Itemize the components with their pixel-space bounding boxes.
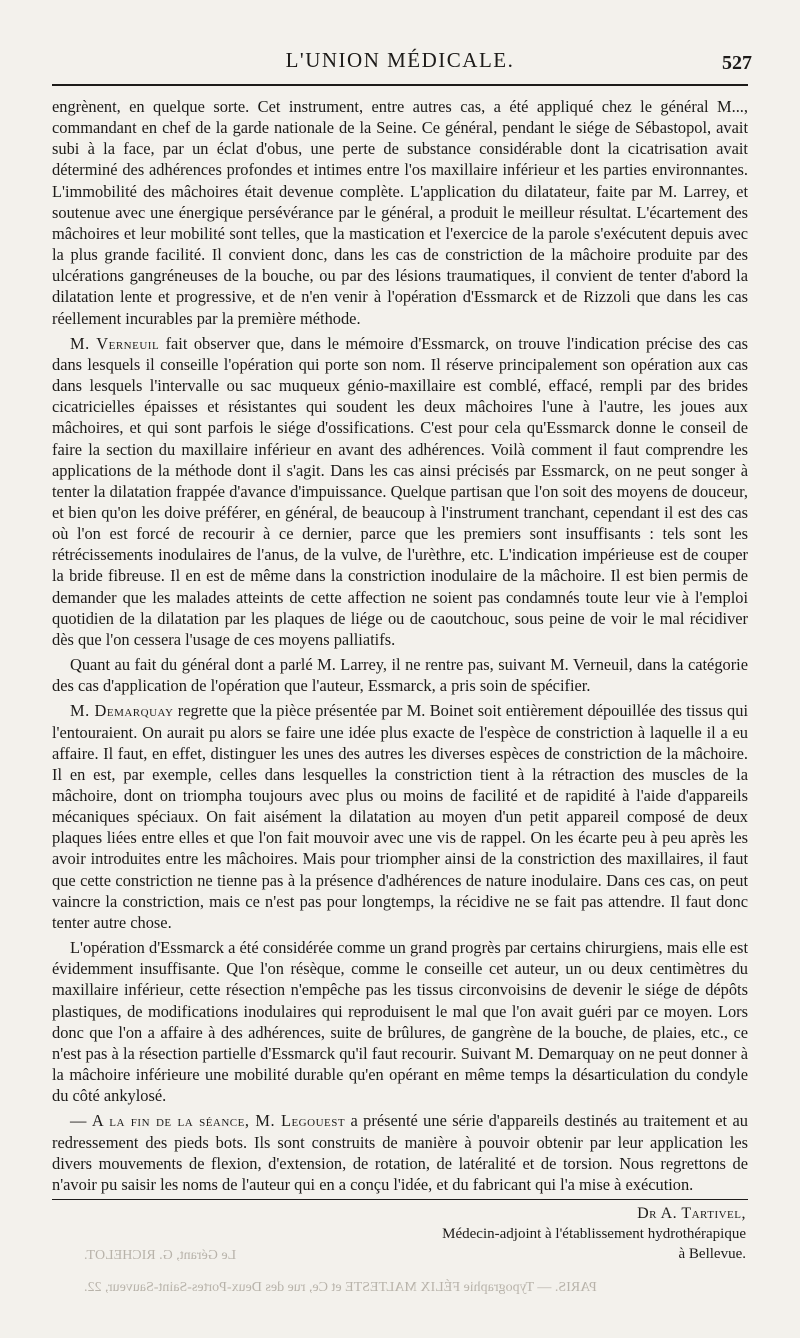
paragraph-text: L'opération d'Essmarck a été considérée comme un grand progrès par certains chirurgiens, mais elle est évidemment insuffisante. Que l'on résèque, comme le conseille cet auteur, un ou deux centimètres du maxillaire inférieur, cette résection n'empêche pas les tissus circonvoisins de devenir le siége de dépôts plastiques, de modifications inodulaires qui reproduisent le mal que l'on avait guéri par ce moyen. Lors donc que l'on a affaire à des adhérences, suite de brûlures, de gangrène de la bouche, de plaies, etc., ce n'est pas à la résection partielle d'Essmarck qu'il faut recourir. Suivant M. Demarquay on ne peut donner à la mâchoire inférieure une mobilité durable qu'en opérant en même temps la désarticulation du condyle du côté ankylosé. — [52, 938, 748, 1106]
bleedthrough-text: PARIS. — Typographie FÉLIX MALTESTE et Ce, rue des Deux-Portes-Saint-Sauveur, 22. — [84, 1280, 597, 1295]
paragraph-text: engrènent, en quelque sorte. Cet instrument, entre autres cas, a été appliqué chez le général M..., commandant en chef de la garde nationale de la Seine. Ce général, pendant le siége de Sébastopol, avait subi à la face, par un éclat d'obus, une perte de substance considérable dont la cicatrisation avait déterminé des adhérences profondes et intimes entre l'os maxillaire inférieur et les parties environnantes. L'immobilité des mâchoires était devenue complète. L'application du dilatateur, faite par M. Larrey, et soutenue avec une énergique persévérance par le général, a produit le meilleur résultat. L'écartement des mâchoires et leur mobilité sont telles, que la mastication et l'exercice de la parole s'exécutent depuis avec la plus grande facilité. Il convient donc, dans les cas de constriction de la mâchoire produite par des ulcérations gangréneuses de la bouche, ou par des lésions traumatiques, il convient de tenter d'abord la dilatation lente et progressive, et de n'en venir à l'opération d'Essmarck et de Rizzoli que dans les cas réellement incurables par la première méthode. — [52, 97, 748, 328]
page — [52, 40, 752, 1264]
paragraph — [52, 1110, 748, 1195]
page-header — [52, 40, 752, 84]
speaker-name: — A la fin de la séance, M. Legouest — [70, 1111, 346, 1131]
paragraph — [52, 700, 748, 933]
running-title: L'UNION MÉDICALE. — [285, 48, 515, 72]
speaker-name: M. Verneuil — [70, 333, 160, 353]
closing-rule — [52, 1199, 748, 1200]
speaker-name: M. Demarquay — [70, 701, 174, 721]
author-name: Dr A. Tartivel, — [637, 1204, 746, 1222]
page-number: 527 — [722, 52, 752, 74]
paragraph — [52, 333, 748, 650]
author-location: à Bellevue. — [678, 1245, 746, 1262]
paragraph — [52, 96, 748, 329]
paragraph — [52, 937, 748, 1106]
bleedthrough-text: Le Gérant, G. RICHELOT. — [84, 1248, 237, 1263]
header-rule — [52, 84, 748, 86]
paragraph-text: regrette que la pièce présentée par M. Boinet soit entièrement dépouillée des tissus qui l'entouraient. On aurait pu alors se faire une idée plus exacte de l'espèce de constriction à laquelle il a eu affaire. Il faut, en effet, distinguer les unes des autres les diverses espèces de constriction de la mâchoire. Il en est, par exemple, celles dans lesquelles la constriction tient à la rétraction des muscles de la mâchoire, dont on triompha toujours avec plus ou moins de facilité et de rapidité à l'aide d'appareils mécaniques spéciaux. On fait aisément la dilatation au moyen d'un petit appareil composé de deux plaques liées entre elles et que l'on fait mouvoir avec une vis de rappel. On les écarte peu à peu après les avoir introduites entre les mâchoires. Mais pour triompher ainsi de la constriction des maxillaires, il faut que cette constriction ne tienne pas à la présence d'adhérences de nature inodulaire. Dans ces cas, on peut vaincre la constriction, mais ce n'est pas pour longtemps, la récidive ne se fait pas attendre. Il faut donc tenter autre chose. — [52, 701, 748, 932]
paragraph-text: a présenté une série d'appareils destinés au traitement et au redressement des pieds bots. Ils sont construits de manière à pouvoir obtenir par leur application les divers mouvements de flexion, d'extension, de rotation, de latéralité et de torsion. Nous regrettons de n'avoir pu saisir les noms de l'auteur qui en a conçu l'idée, et du fabricant qui l'a mise à exécution. — [52, 1111, 748, 1194]
paragraph — [52, 654, 748, 696]
article-body — [52, 96, 748, 1195]
paragraph-text: fait observer que, dans le mémoire d'Essmarck, on trouve l'indication précise des cas dans lesquels il conseille l'opération qui porte son nom. Il réserve principalement son opération aux cas dans lesquels l'intervalle ou sac muqueux génio-maxillaire est comblé, effacé, rempli par des brides cicatricielles épaisses et résistantes qui soudent les deux mâchoires l'une à l'autre, les joues aux mâchoires, et qui sont parfois le siége d'ossifications. C'est pour cela qu'Essmarck donne le conseil de faire la section du maxillaire inférieur en avant des adhérences. Voilà comment il faut comprendre les applications de la méthode dont il s'agit. Dans les cas ainsi précisés par Essmarck, on ne peut songer à tenter la dilatation frappée d'avance d'impuissance. Quelque partisan que l'on soit des moyens de douceur, et bien qu'on les doive préférer, en général, de beaucoup à l'instrument tranchant, cependant il est des cas où l'on est forcé de recourir à ce dernier, parce que les premiers sont insuffisants : tels sont les rétrécissements inodulaires de l'anus, de la vulve, de l'urèthre, etc. L'indication impérieuse est de couper la bride fibreuse. Il en est de même dans la constriction inodulaire de la mâchoire. Il est bien permis de demander que les malades atteints de cette affection ne soient pas condamnés toute leur vie à l'emploi quotidien de la dilatation par les plaques de liége ou de caoutchouc, sous peine de voir le mal récidiver dès que l'on cessera l'usage de ces moyens palliatifs. — [52, 333, 749, 649]
author-title: Médecin-adjoint à l'établissement hydrothérapique — [442, 1225, 746, 1242]
paragraph-text: Quant au fait du général dont a parlé M. Larrey, il ne rentre pas, suivant M. Verneuil, dans la catégorie des cas d'application de l'opération que l'auteur, Essmarck, a pris soin de spécifier. — [52, 655, 748, 696]
